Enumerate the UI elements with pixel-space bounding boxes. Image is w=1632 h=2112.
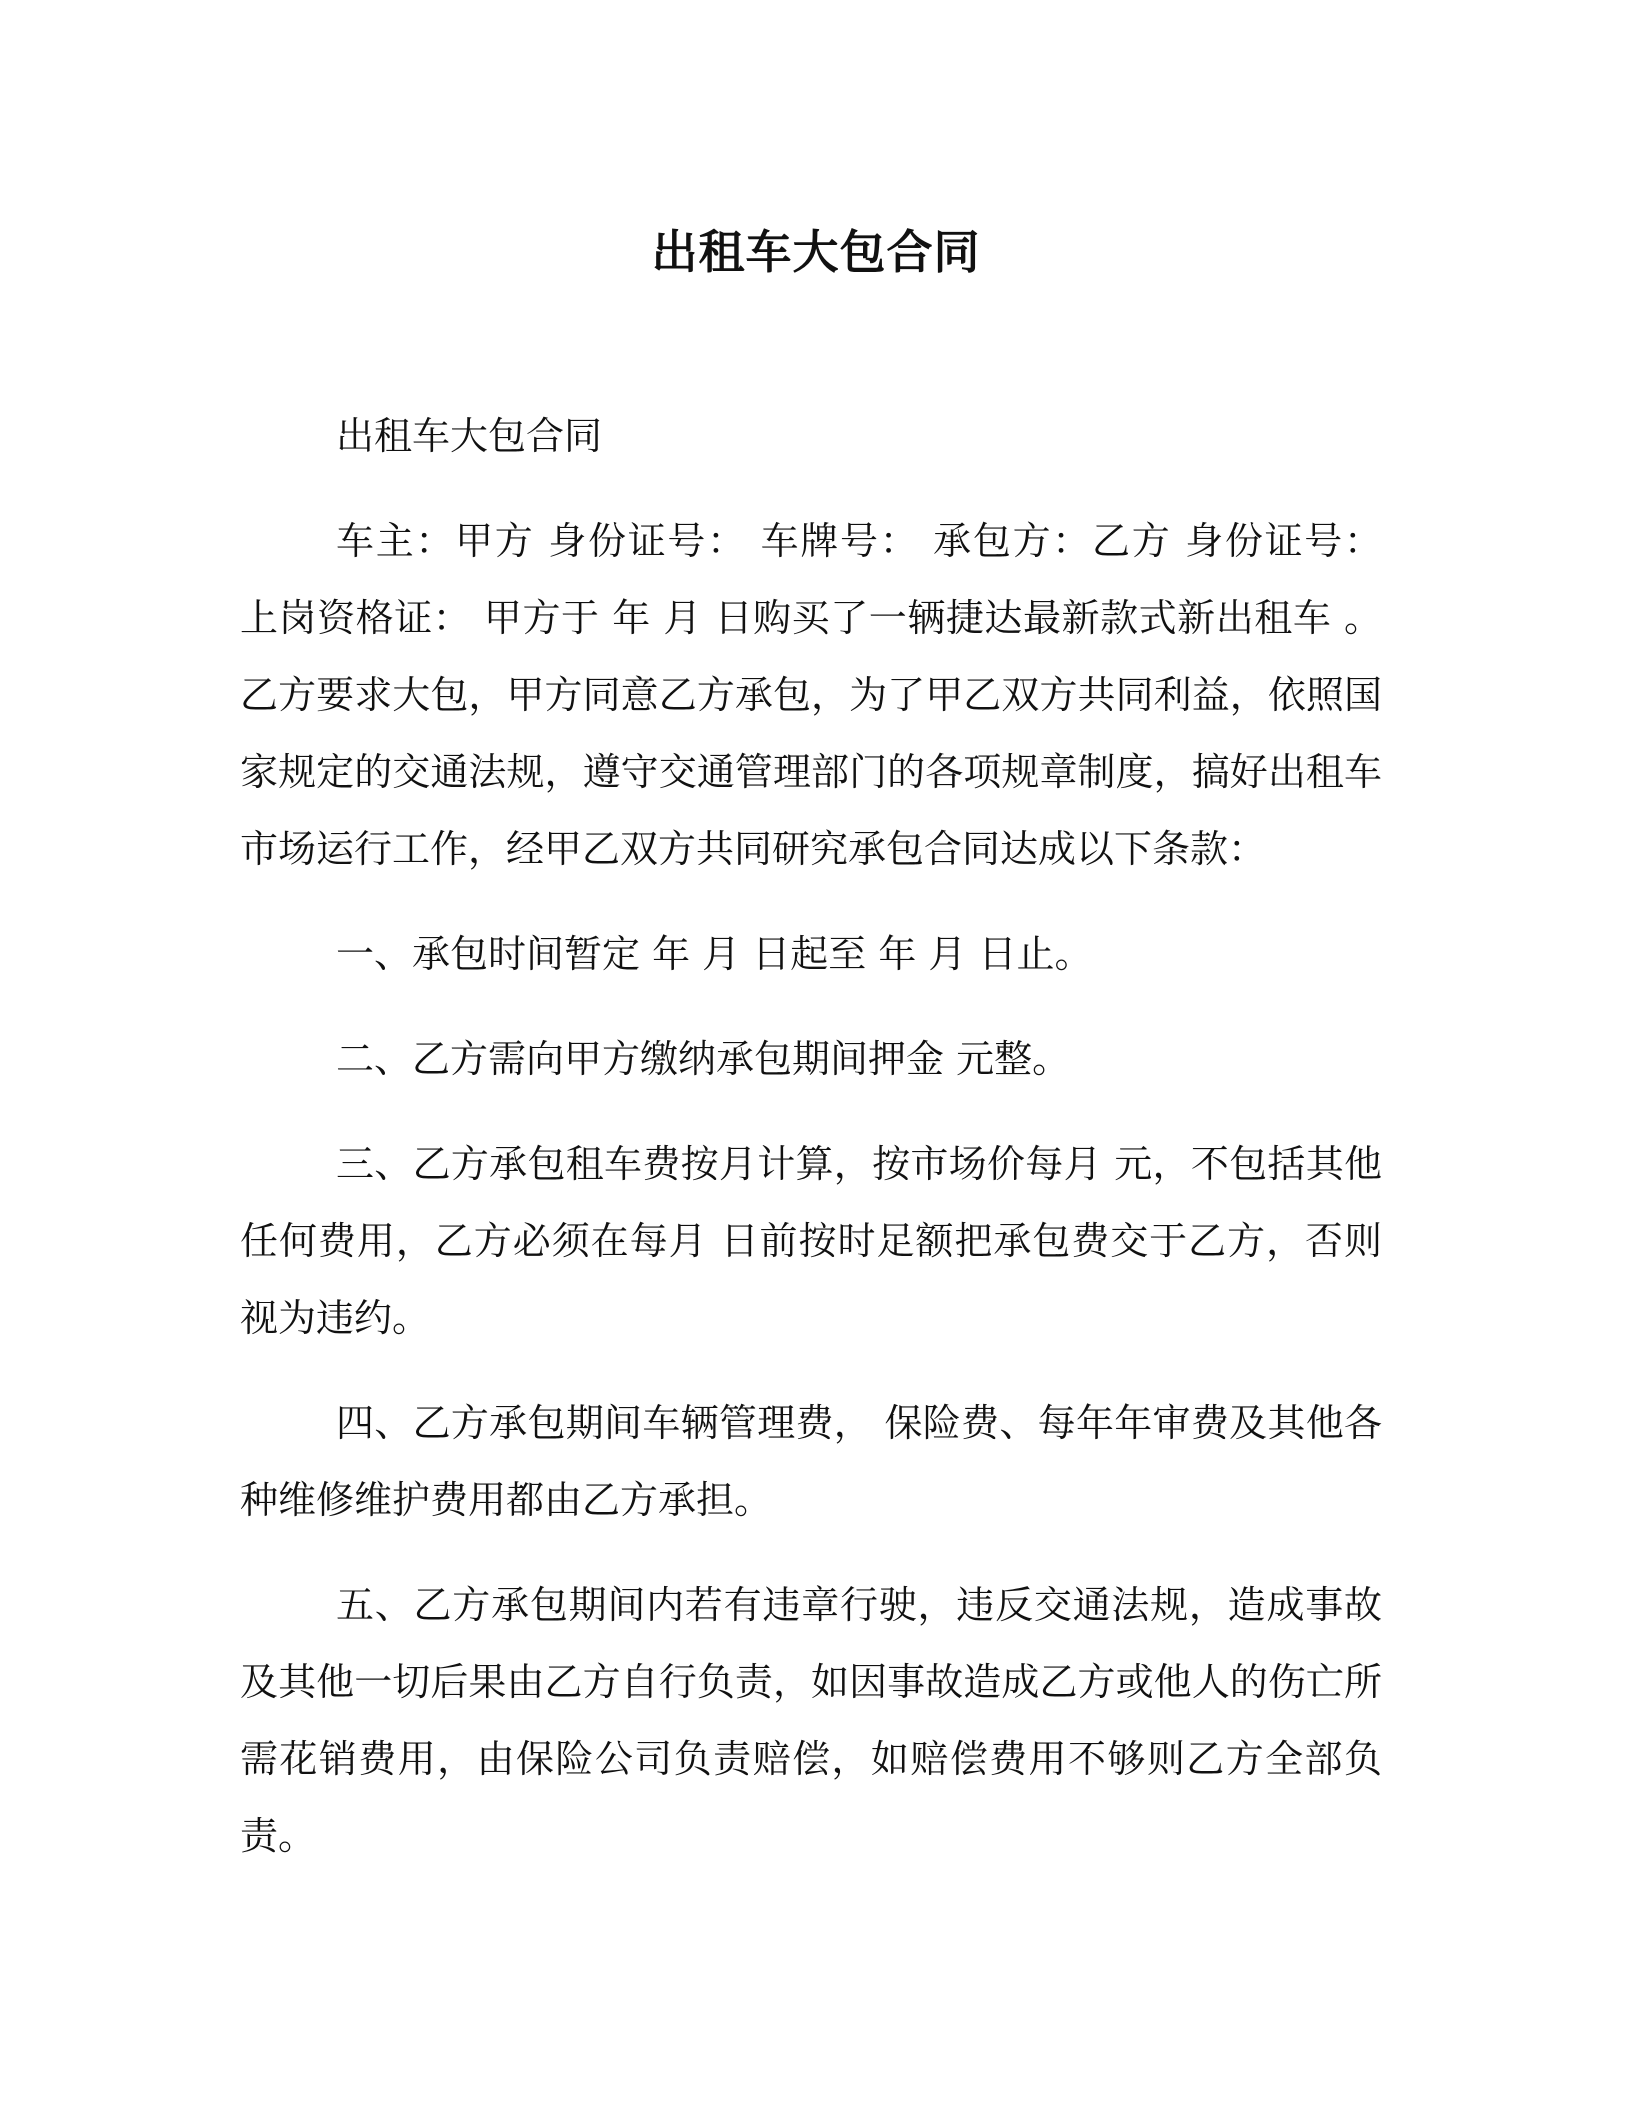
paragraph-intro: 车主：甲方 身份证号： 车牌号： 承包方：乙方 身份证号： 上岗资格证： 甲方于 年 月 日购买了一辆捷达最新款式新出租车 。乙方要求大包，甲方同意乙方承包，为了甲乙双方共同利益，依照国家规定的交通法规，遵守交通管理部门的各项规章制度，搞好出租车市场运行工作，经甲乙双方共同研究承包合同达成以下条款： xyxy=(240,519,1382,871)
clause-1: 一、承包时间暂定 年 月 日起至 年 月 日止。 xyxy=(336,932,1093,976)
document-subtitle: 出租车大包合同 xyxy=(336,414,603,458)
clause-5: 五、乙方承包期间内若有违章行驶，违反交通法规，造成事故及其他一切后果由乙方自行负责，如因事故造成乙方或他人的伤亡所需花销费用，由保险公司负责赔偿，如赔偿费用不够则乙方全部负责。 xyxy=(240,1583,1382,1858)
clause-3: 三、乙方承包租车费按月计算，按市场价每月 元，不包括其他任何费用，乙方必须在每月 日前按时足额把承包费交于乙方，否则视为违约。 xyxy=(240,1142,1382,1340)
clause-4: 四、乙方承包期间车辆管理费， 保险费、每年年审费及其他各种维修维护费用都由乙方承担。 xyxy=(240,1401,1382,1522)
document-title: 出租车大包合同 xyxy=(651,225,981,279)
clause-2: 二、乙方需向甲方缴纳承包期间押金 元整。 xyxy=(336,1037,1071,1081)
document-body xyxy=(240,398,1382,1903)
